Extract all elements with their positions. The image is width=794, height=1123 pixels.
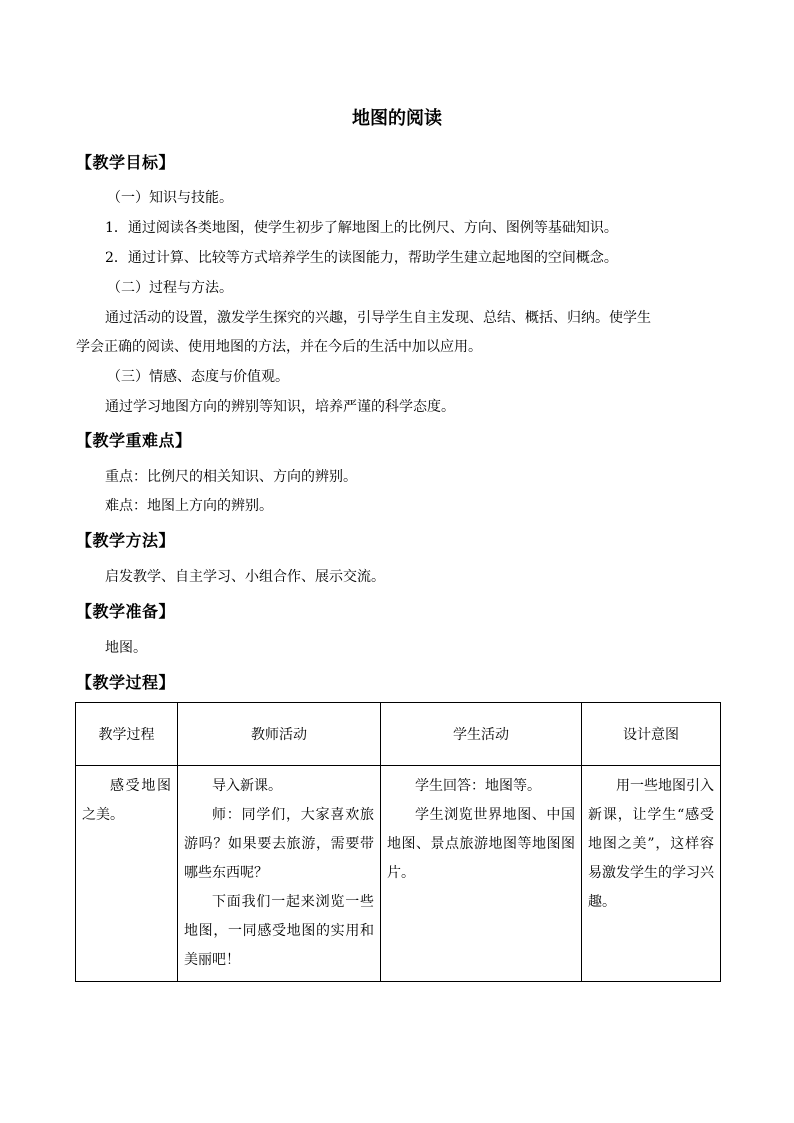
cell-stage bbox=[76, 766, 178, 982]
preparation-text: 地图。 bbox=[105, 640, 147, 656]
cell-design bbox=[582, 766, 721, 982]
preparation-heading: 【教学准备】 bbox=[76, 602, 176, 621]
table-row bbox=[76, 766, 721, 982]
cell-teacher bbox=[178, 766, 381, 982]
key-points-heading: 【教学重难点】 bbox=[76, 431, 192, 450]
teacher-line-1: 导入新课。 bbox=[212, 778, 282, 794]
table-header-row bbox=[76, 703, 721, 766]
stage-text: 感受地图之美。 bbox=[82, 778, 171, 823]
knowledge-item-1: 1．通过阅读各类地图，使学生初步了解地图上的比例尺、方向、图例等基础知识。 bbox=[105, 220, 618, 236]
header-teacher: 教师活动 bbox=[178, 703, 381, 766]
process-label: （二）过程与方法。 bbox=[107, 280, 233, 296]
emotion-text: 通过学习地图方向的辨别等知识，培养严谨的科学态度。 bbox=[105, 399, 455, 415]
design-text: 用一些地图引入新课，让学生“感受地图之美”，这样容易激发学生的学习兴趣。 bbox=[588, 778, 714, 910]
knowledge-item-2: 2．通过计算、比较等方式培养学生的读图能力，帮助学生建立起地图的空间概念。 bbox=[105, 250, 618, 266]
header-student: 学生活动 bbox=[381, 703, 582, 766]
student-line-2: 学生浏览世界地图、中国地图、景点旅游地图等地图图片。 bbox=[387, 807, 575, 881]
process-text-line-1: 通过活动的设置，激发学生探究的兴趣，引导学生自主发现、总结、概括、归纳。使学生 bbox=[105, 310, 651, 326]
teaching-process-table bbox=[75, 702, 721, 982]
teacher-line-2: 师：同学们，大家喜欢旅游吗？如果要去旅游，需要带哪些东西呢？ bbox=[184, 807, 374, 881]
knowledge-label: （一）知识与技能。 bbox=[107, 190, 233, 206]
methods-text: 启发教学、自主学习、小组合作、展示交流。 bbox=[105, 569, 385, 585]
teacher-line-3: 下面我们一起来浏览一些地图，一同感受地图的实用和美丽吧！ bbox=[184, 894, 374, 968]
key-point-text: 重点：比例尺的相关知识、方向的辨别。 bbox=[105, 469, 357, 485]
methods-heading: 【教学方法】 bbox=[76, 531, 176, 550]
emotion-label: （三）情感、态度与价值观。 bbox=[107, 369, 289, 385]
document-title: 地图的阅读 bbox=[352, 108, 442, 129]
difficult-point-text: 难点：地图上方向的辨别。 bbox=[105, 498, 273, 514]
header-design: 设计意图 bbox=[582, 703, 721, 766]
student-line-1: 学生回答：地图等。 bbox=[415, 778, 541, 794]
objectives-heading: 【教学目标】 bbox=[76, 153, 176, 172]
cell-student bbox=[381, 766, 582, 982]
process-text-line-2: 学会正确的阅读、使用地图的方法，并在今后的生活中加以应用。 bbox=[76, 339, 482, 355]
process-heading: 【教学过程】 bbox=[76, 673, 176, 692]
header-stage: 教学过程 bbox=[76, 703, 178, 766]
